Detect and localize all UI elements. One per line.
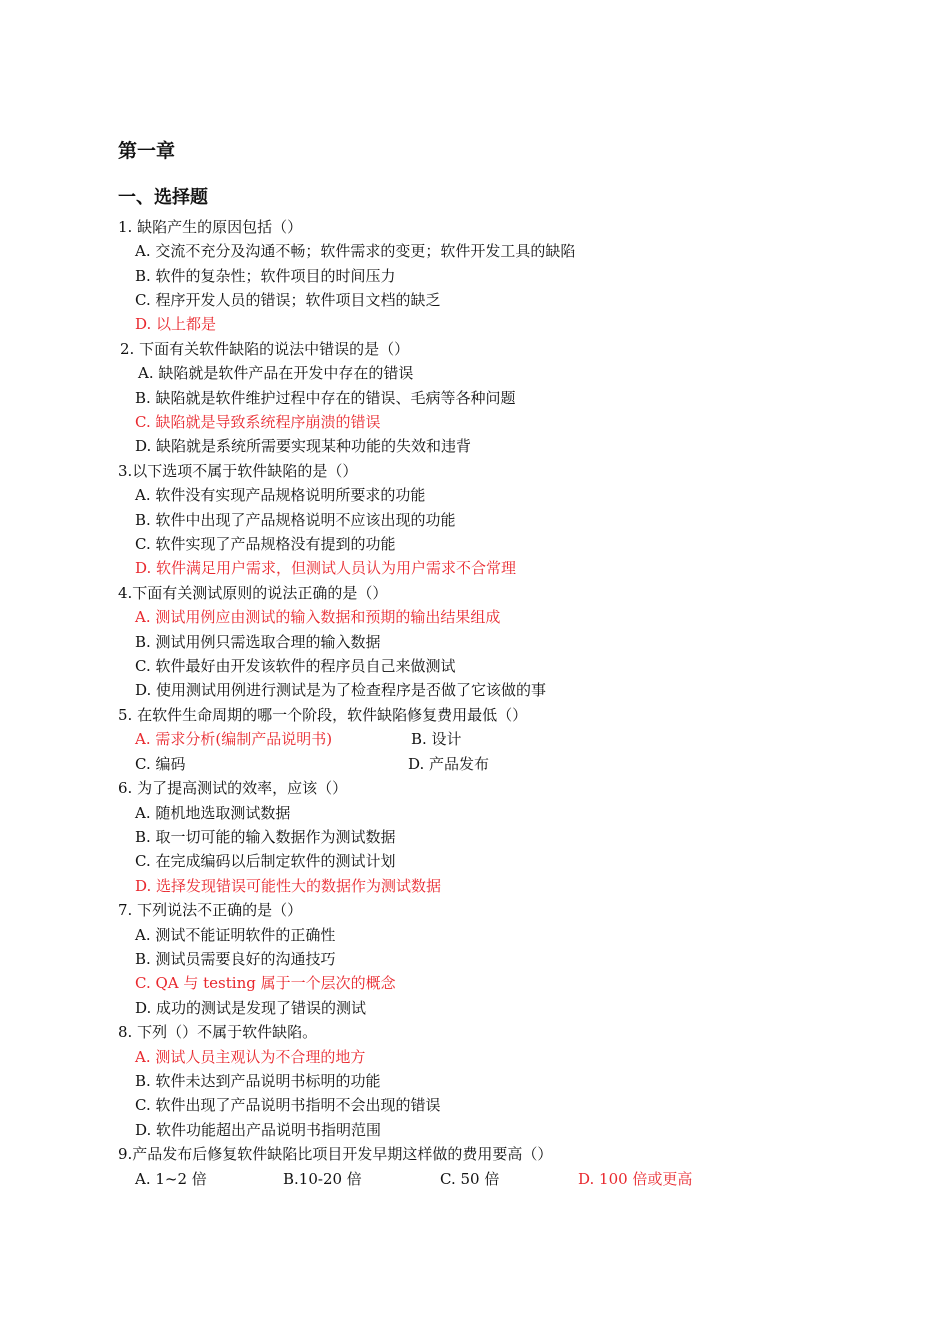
q4-option-b: B. 测试用例只需选取合理的输入数据 [135,633,381,651]
q1-option-a: A. 交流不充分及沟通不畅；软件需求的变更；软件开发工具的缺陷 [135,242,576,260]
q8-option-b: B. 软件未达到产品说明书标明的功能 [135,1072,381,1090]
q8-option-c: C. 软件出现了产品说明书指明不会出现的错误 [135,1096,441,1114]
q9-option-b: B.10-20 倍 [283,1170,362,1188]
chapter-title: 第一章 [118,140,176,162]
question-1: 1. 缺陷产生的原因包括（） [118,218,303,236]
question-3: 3.以下选项不属于软件缺陷的是（） [118,462,358,480]
q7-option-d: D. 成功的测试是发现了错误的测试 [135,999,367,1017]
question-7: 7. 下列说法不正确的是（） [118,901,303,919]
q6-option-d-answer: D. 选择发现错误可能性大的数据作为测试数据 [135,877,442,895]
q2-option-c-answer: C. 缺陷就是导致系统程序崩溃的错误 [135,413,381,431]
q2-option-b: B. 缺陷就是软件维护过程中存在的错误、毛病等各种问题 [135,389,516,407]
q9-option-d-answer: D. 100 倍或更高 [578,1170,693,1188]
section-title: 一、选择题 [118,187,208,208]
q6-option-a: A. 随机地选取测试数据 [135,804,291,822]
q2-option-a: A. 缺陷就是软件产品在开发中存在的错误 [138,364,414,382]
q4-option-d: D. 使用测试用例进行测试是为了检查程序是否做了它该做的事 [135,681,547,699]
q3-option-a: A. 软件没有实现产品规格说明所要求的功能 [135,486,426,504]
question-4: 4.下面有关测试原则的说法正确的是（） [118,584,388,602]
q2-option-d: D. 缺陷就是系统所需要实现某种功能的失效和违背 [135,437,472,455]
q3-option-c: C. 软件实现了产品规格没有提到的功能 [135,535,396,553]
q3-option-d-answer: D. 软件满足用户需求，但测试人员认为用户需求不合常理 [135,559,517,577]
q4-option-c: C. 软件最好由开发该软件的程序员自己来做测试 [135,657,456,675]
q5-option-d: D. 产品发布 [408,755,490,773]
q6-option-b: B. 取一切可能的输入数据作为测试数据 [135,828,396,846]
question-6: 6. 为了提高测试的效率，应该（） [118,779,348,797]
q6-option-c: C. 在完成编码以后制定软件的测试计划 [135,852,396,870]
q5-option-c: C. 编码 [135,755,186,773]
q1-option-c: C. 程序开发人员的错误；软件项目文档的缺乏 [135,291,441,309]
q7-option-c-answer: C. QA 与 testing 属于一个层次的概念 [135,974,396,992]
q7-option-a: A. 测试不能证明软件的正确性 [135,926,336,944]
q9-option-a: A. 1~2 倍 [135,1170,207,1188]
q3-option-b: B. 软件中出现了产品规格说明不应该出现的功能 [135,511,456,529]
question-8: 8. 下列（）不属于软件缺陷。 [118,1023,318,1041]
question-5: 5. 在软件生命周期的哪一个阶段，软件缺陷修复费用最低（） [118,706,528,724]
q9-option-c: C. 50 倍 [440,1170,500,1188]
q1-option-d-answer: D. 以上都是 [135,315,217,333]
q1-option-b: B. 软件的复杂性；软件项目的时间压力 [135,267,396,285]
question-2: 2. 下面有关软件缺陷的说法中错误的是（） [120,340,410,358]
q8-option-d: D. 软件功能超出产品说明书指明范围 [135,1121,382,1139]
q7-option-b: B. 测试员需要良好的沟通技巧 [135,950,336,968]
q8-option-a-answer: A. 测试人员主观认为不合理的地方 [135,1048,366,1066]
q5-option-a-answer: A. 需求分析(编制产品说明书) [135,730,333,748]
q5-option-b: B. 设计 [411,730,462,748]
q4-option-a-answer: A. 测试用例应由测试的输入数据和预期的输出结果组成 [135,608,501,626]
question-9: 9.产品发布后修复软件缺陷比项目开发早期这样做的费用要高（） [118,1145,553,1163]
